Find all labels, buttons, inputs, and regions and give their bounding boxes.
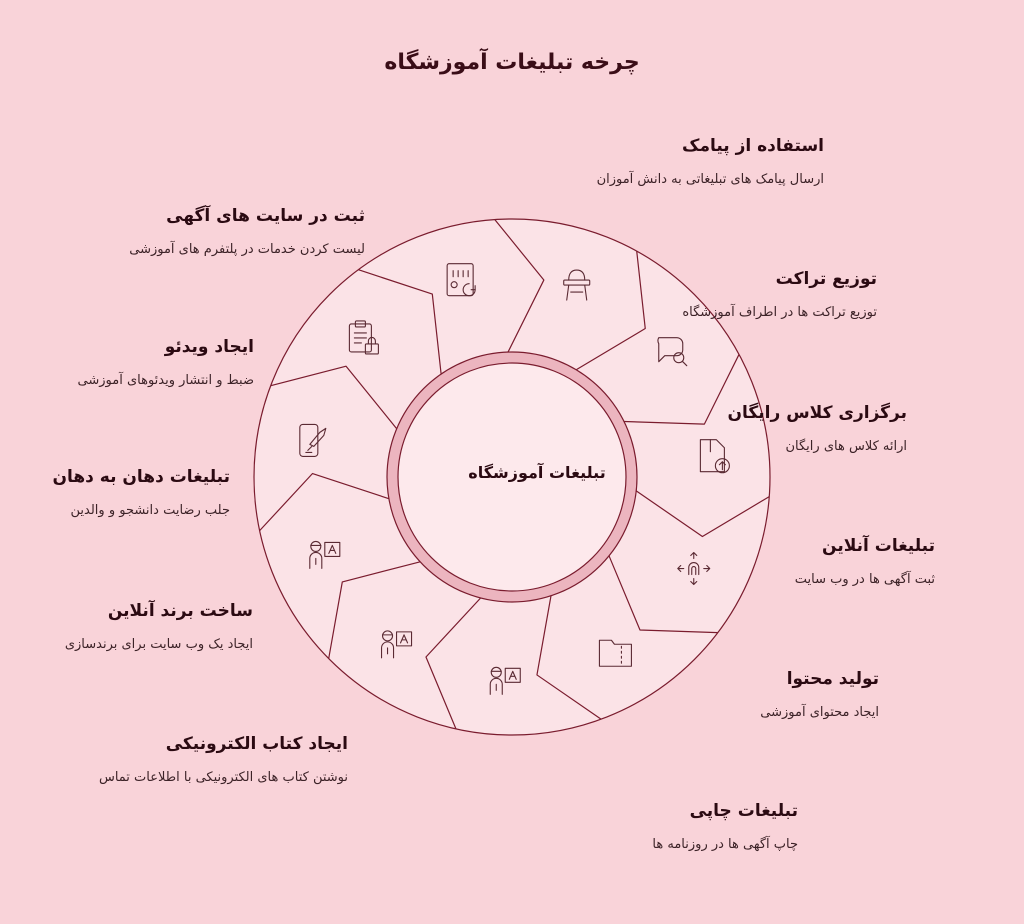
item-heading: ایجاد ویدئو (164, 337, 254, 357)
item-label (682, 268, 877, 322)
item-description: جلب رضایت دانشجو و والدین (70, 503, 230, 518)
item-label (65, 600, 253, 654)
item-label (795, 535, 935, 589)
item-description: ارسال پیامک های تبلیغاتی به دانش آموزان (596, 172, 824, 187)
item-heading: تبلیغات آنلاین (822, 536, 935, 556)
item-description: ایجاد یک وب سایت برای برندسازی (64, 637, 253, 652)
item-heading: ساخت برند آنلاین (107, 601, 253, 621)
item-heading: ثبت در سایت های آگهی (166, 206, 365, 226)
item-label (597, 135, 824, 189)
item-description: لیست کردن خدمات در پلتفرم های آموزشی (129, 242, 365, 257)
item-heading: تبلیغات چاپی (689, 801, 798, 821)
item-heading: تبلیغات دهان به دهان (52, 467, 230, 487)
item-description: توزیع تراکت ها در اطراف آموزشگاه (682, 305, 877, 320)
item-description: ارائه کلاس های رایگان (785, 439, 907, 454)
item-heading: برگزاری کلاس رایگان (727, 403, 907, 423)
item-heading: استفاده از پیامک (682, 136, 824, 156)
item-description: ایجاد محتوای آموزشی (760, 705, 879, 720)
item-label (652, 800, 798, 854)
item-label (129, 205, 365, 259)
center-label: تبلیغات آموزشگاه (468, 463, 606, 482)
item-heading: ایجاد کتاب الکترونیکی (165, 734, 348, 754)
item-label (760, 668, 879, 722)
item-description: ثبت آگهی ها در وب سایت (794, 572, 935, 587)
item-label (728, 402, 907, 456)
item-label (99, 733, 348, 787)
item-label (52, 466, 230, 520)
item-description: نوشتن کتاب های الکترونیکی با اطلاعات تماس (98, 770, 348, 785)
item-label (78, 336, 254, 390)
item-description: ضبط و انتشار ویدئوهای آموزشی (77, 373, 254, 388)
item-heading: توزیع تراکت (775, 269, 877, 289)
item-heading: تولید محتوا (786, 669, 879, 689)
item-description: چاپ آگهی ها در روزنامه ها (652, 837, 798, 852)
diagram-title: چرخه تبلیغات آموزشگاه (384, 50, 640, 75)
